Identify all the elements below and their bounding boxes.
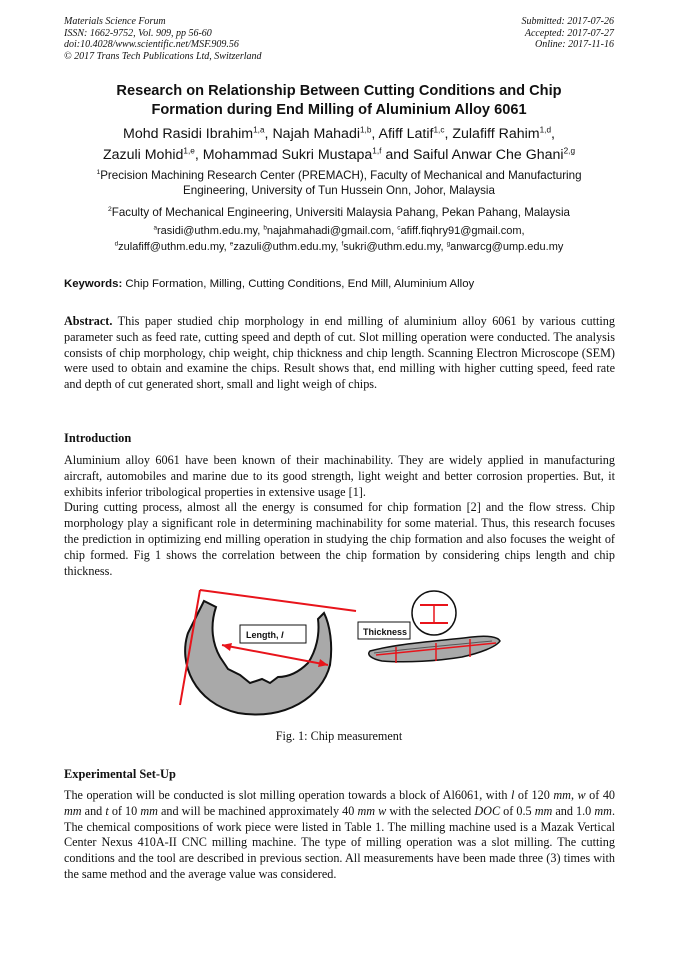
text-run: of 120 xyxy=(514,788,554,802)
submitted-date: Submitted: 2017-07-26 xyxy=(521,16,614,27)
email-list xyxy=(40,224,638,255)
abstract xyxy=(64,314,615,393)
email: zulafiff@uthm.edu.my, xyxy=(118,240,230,253)
introduction-paragraph-2: During cutting process, almost all the energy is consumed for chip formation [2] and the flow stress. Chip morphology play a significant role in determining machinability for some material. Thus, this research focuses the prediction in optimizing end milling operation in studying the chip formation and also focuses the weight of chip formed. Fig 1 shows the correlation between the chip formation by considering chips length and chip thickness. xyxy=(64,500,615,578)
experimental-heading: Experimental Set-Up xyxy=(64,767,176,781)
email: sukri@uthm.edu.my, xyxy=(343,240,447,253)
affiliation-sup: 2 xyxy=(108,206,112,214)
text-run-italic: t xyxy=(105,803,109,818)
paper-title xyxy=(40,82,638,119)
text-run: . The chemical compositions of work piece were listed in Table 1. The milling machine used is a Mazak Vertical Center Nexus 410A-II CNC milling machine. The type of milling operation was a slot milling. The cutting conditions and the tool are described in previous section. All measurements have been made three (3) times with the same method and the average value was considered. xyxy=(64,803,615,881)
author-sup: 1,d xyxy=(539,125,552,135)
length-variable: l xyxy=(281,630,284,640)
author-line-1 xyxy=(30,124,648,145)
author-name: Mohd Rasidi Ibrahim xyxy=(123,126,254,142)
text-run-italic: mm xyxy=(140,803,158,818)
author-name: Saiful Anwar Che Ghani xyxy=(412,147,564,163)
text-run-italic: DOC xyxy=(474,803,501,818)
thickness-label: Thickness xyxy=(363,627,408,637)
email-sup: e xyxy=(229,239,234,247)
author-list xyxy=(30,124,648,166)
text-run-italic: mm xyxy=(64,803,82,818)
text-run: , xyxy=(570,788,578,802)
email-line-2 xyxy=(40,240,638,256)
length-label: Length, xyxy=(246,630,281,640)
author-sep: , xyxy=(551,126,555,142)
text-run-italic: w xyxy=(577,788,586,802)
keywords-label: Keywords: xyxy=(64,278,123,290)
email-sup: d xyxy=(114,239,119,247)
accepted-date: Accepted: 2017-07-27 xyxy=(524,27,614,39)
affiliation-2 xyxy=(40,205,638,220)
email: rasidi@uthm.edu.my, xyxy=(156,225,264,237)
chip-top-line xyxy=(200,590,356,611)
text-run-italic: l xyxy=(510,788,515,802)
submission-dates xyxy=(522,16,615,51)
text-run: with the selected xyxy=(386,803,475,818)
text-run: and will be machined approximately 40 xyxy=(157,803,358,818)
email: anwarcg@ump.edu.my xyxy=(450,240,564,253)
email-sup: b xyxy=(263,224,267,232)
title-line-2: Formation during End Milling of Aluminium Alloy 6061 xyxy=(151,101,527,118)
email: afiff.fiqhry91@gmail.com, xyxy=(400,225,525,237)
author-sep: , xyxy=(371,126,379,142)
email-sup: f xyxy=(341,239,344,247)
text-run-italic: mm w xyxy=(357,803,387,818)
author-name: Zazuli Mohid xyxy=(102,147,184,163)
svg-text:Length, l xyxy=(246,630,284,640)
chip-diagram xyxy=(170,585,520,720)
author-sup: 2,g xyxy=(563,146,576,156)
email-sup: g xyxy=(446,239,451,247)
email-line-1 xyxy=(40,224,638,240)
author-sup: 1,e xyxy=(183,146,195,156)
author-sup: 1,c xyxy=(433,125,445,135)
curled-chip xyxy=(185,601,331,715)
journal-info xyxy=(64,16,262,62)
author-name: Mohammad Sukri Mustapa xyxy=(202,147,373,163)
affiliation-sup: 1 xyxy=(96,169,101,177)
text-run: of 10 xyxy=(108,803,141,818)
arrowhead-left xyxy=(222,643,232,651)
author-sep: , xyxy=(444,126,453,142)
text-run: of 0.5 xyxy=(500,803,535,818)
author-name: Zulafiff Rahim xyxy=(452,126,540,142)
text-run: and 1.0 xyxy=(552,803,595,818)
author-sep: and xyxy=(381,147,413,163)
author-sep: , xyxy=(194,147,203,163)
text-run-italic: mm xyxy=(594,803,612,818)
figure-caption: Fig. 1: Chip measurement xyxy=(275,729,403,743)
text-run: of 40 xyxy=(585,788,616,802)
email: zazuli@uthm.edu.my, xyxy=(233,240,342,253)
author-name: Najah Mahadi xyxy=(272,126,360,142)
title-line-1: Research on Relationship Between Cutting Conditions and Chip xyxy=(116,83,562,99)
affiliation-1 xyxy=(40,168,638,198)
introduction-heading: Introduction xyxy=(64,431,132,445)
email-sup: a xyxy=(153,224,157,232)
journal-name: Materials Science Forum xyxy=(64,16,166,27)
author-sep: , xyxy=(264,126,273,142)
email-sup: c xyxy=(397,224,401,232)
text-run: and xyxy=(81,803,106,818)
experimental-body xyxy=(64,788,615,883)
text-run: The operation will be conducted is slot milling operation towards a block of Al6061, with xyxy=(64,788,511,802)
author-sup: 1,f xyxy=(372,146,382,156)
affiliation-text: Precision Machining Research Center (PREMACH), Faculty of Mechanical and Manufacturing xyxy=(100,169,582,182)
author-name: Afiff Latif xyxy=(378,126,434,142)
email: najahmahadi@gmail.com, xyxy=(266,225,398,237)
issn-line: ISSN: 1662-9752, Vol. 909, pp 56-60 xyxy=(64,27,212,39)
doi-line: doi:10.4028/www.scientific.net/MSF.909.56 xyxy=(64,39,239,50)
abstract-label: Abstract. xyxy=(64,314,113,328)
abstract-text: This paper studied chip morphology in end milling of aluminium alloy 6061 by various cutting parameter such as feed rate, cutting speed and depth of cut. Slot milling operation were conducted. The analysis consists of chip morphology, chip weight, chip thickness and chip length. Scanning Electron Microscope (SEM) were used to obtain and examine the chips. Result shows that, end milling with higher cutting speed, feed rate and depth of cut generated short, small and light weigh of chips. xyxy=(64,314,615,392)
text-run-italic: mm xyxy=(553,788,571,802)
text-run-italic: mm xyxy=(534,803,553,818)
affiliation-text: Faculty of Mechanical Engineering, Universiti Malaysia Pahang, Pekan Pahang, Malaysia xyxy=(111,206,570,219)
author-line-2 xyxy=(30,145,648,166)
copyright-line: © 2017 Trans Tech Publications Ltd, Switzerland xyxy=(64,50,262,62)
online-date: Online: 2017-11-16 xyxy=(535,39,614,50)
introduction-body xyxy=(64,453,615,579)
chip-measurement-figure xyxy=(170,585,520,720)
author-sup: 1,a xyxy=(253,125,265,135)
author-sup: 1,b xyxy=(359,125,372,135)
introduction-paragraph-1: Aluminium alloy 6061 have been known of their machinability. They are widely applied in manufacturing aircraft, automobiles and marine due to its good strength, light weight and better corrosion properties. But, it exhibits inferior tribological properties in extensive usage [1]. xyxy=(64,453,615,499)
keywords xyxy=(64,277,624,291)
affiliation-text-2: Engineering, University of Tun Hussein Onn, Johor, Malaysia xyxy=(183,184,495,197)
keywords-text: Chip Formation, Milling, Cutting Conditions, End Mill, Aluminium Alloy xyxy=(122,278,475,290)
